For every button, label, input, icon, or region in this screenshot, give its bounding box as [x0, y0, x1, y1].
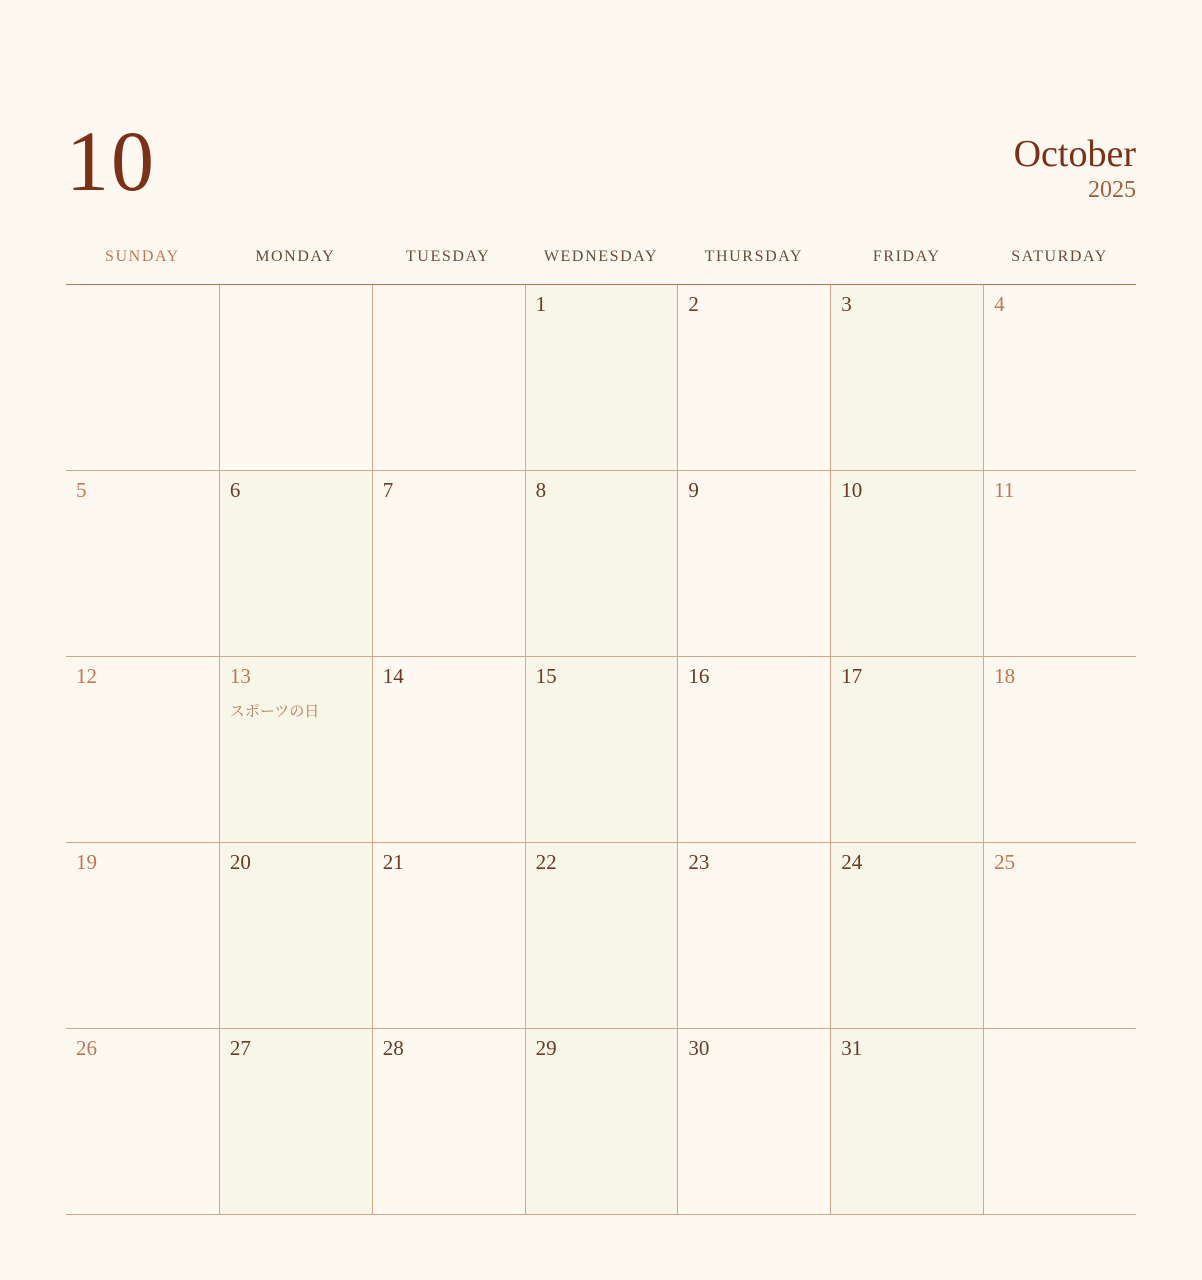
weekday-header-tuesday: TUESDAY	[405, 248, 491, 265]
day-number: 1	[535, 292, 547, 316]
calendar-day-cell[interactable]	[677, 285, 830, 470]
calendar-day-cell[interactable]	[219, 471, 372, 656]
day-number: 10	[841, 478, 863, 502]
day-number: 17	[841, 664, 863, 688]
day-number: 26	[76, 1036, 97, 1060]
day-number: 16	[688, 664, 710, 688]
calendar-day-cell[interactable]	[66, 1029, 219, 1214]
day-number: 27	[229, 1036, 251, 1060]
calendar-day-cell[interactable]	[525, 471, 678, 656]
weekday-header-row	[66, 240, 1136, 285]
day-number: 7	[382, 478, 394, 502]
month-name: October	[1013, 133, 1136, 175]
day-number: 13	[229, 664, 251, 688]
calendar-day-cell[interactable]	[830, 657, 983, 842]
day-number: 2	[688, 292, 699, 316]
day-number: 25	[994, 850, 1016, 874]
day-number: 8	[535, 478, 547, 502]
weekday-header-saturday: SATURDAY	[1011, 248, 1108, 265]
day-number: 14	[382, 664, 404, 688]
weekday-header-wednesday: WEDNESDAY	[543, 248, 659, 265]
month-number: 10	[66, 113, 156, 209]
year-label: 2025	[1088, 177, 1136, 203]
calendar-week-row	[66, 843, 1136, 1029]
calendar-day-cell[interactable]	[219, 1029, 372, 1214]
day-number: 3	[841, 292, 852, 316]
day-number: 30	[688, 1036, 710, 1060]
calendar-day-cell[interactable]	[66, 843, 219, 1028]
calendar-weeks	[66, 285, 1136, 1215]
calendar-day-cell[interactable]	[372, 657, 525, 842]
day-number: 5	[76, 478, 87, 502]
day-number: 24	[841, 850, 863, 874]
day-number: 15	[535, 664, 557, 688]
day-number: 11	[994, 478, 1015, 502]
calendar-day-cell[interactable]	[677, 657, 830, 842]
day-number: 9	[688, 478, 699, 502]
day-number: 31	[841, 1036, 863, 1060]
day-event-label: スポーツの日	[229, 703, 320, 720]
day-number: 28	[382, 1036, 404, 1060]
month-year-block	[1014, 134, 1136, 204]
calendar-week-row	[66, 1029, 1136, 1215]
calendar-empty-cell	[219, 285, 372, 470]
day-number: 12	[76, 664, 97, 688]
day-number: 6	[229, 478, 241, 502]
day-number: 4	[994, 292, 1005, 316]
calendar-day-cell[interactable]	[525, 1029, 678, 1214]
day-number: 22	[535, 850, 557, 874]
calendar-day-cell[interactable]	[525, 285, 678, 470]
calendar-day-cell[interactable]	[983, 285, 1136, 470]
calendar-day-cell[interactable]	[372, 1029, 525, 1214]
weekday-header-sunday: SUNDAY	[105, 248, 180, 265]
day-number: 18	[994, 664, 1016, 688]
calendar-day-cell[interactable]	[830, 1029, 983, 1214]
calendar-header	[66, 113, 1136, 228]
day-number: 19	[76, 850, 97, 874]
calendar-day-cell[interactable]	[830, 285, 983, 470]
day-number: 20	[229, 850, 251, 874]
calendar-grid	[66, 240, 1136, 1215]
calendar-day-cell[interactable]	[677, 843, 830, 1028]
calendar-week-row	[66, 471, 1136, 657]
calendar-day-cell[interactable]	[830, 471, 983, 656]
day-number: 23	[688, 850, 710, 874]
calendar-day-cell[interactable]	[983, 657, 1136, 842]
calendar-day-cell[interactable]	[830, 843, 983, 1028]
day-number: 29	[535, 1036, 557, 1060]
weekday-header-monday: MONDAY	[255, 248, 336, 265]
weekday-header-friday: FRIDAY	[872, 248, 941, 265]
calendar-day-cell[interactable]	[983, 471, 1136, 656]
calendar-day-cell[interactable]	[219, 843, 372, 1028]
calendar-day-cell[interactable]	[372, 843, 525, 1028]
calendar-day-cell[interactable]	[677, 1029, 830, 1214]
calendar-day-cell[interactable]	[983, 843, 1136, 1028]
calendar-day-cell[interactable]	[66, 657, 219, 842]
weekday-header-thursday: THURSDAY	[704, 248, 804, 265]
calendar-week-row	[66, 285, 1136, 471]
calendar-empty-cell	[983, 1029, 1136, 1214]
calendar-empty-cell	[66, 285, 219, 470]
calendar-day-cell[interactable]	[677, 471, 830, 656]
calendar-day-cell[interactable]	[525, 843, 678, 1028]
calendar-day-cell[interactable]	[372, 471, 525, 656]
calendar-day-cell[interactable]	[66, 471, 219, 656]
calendar-day-cell[interactable]	[219, 657, 372, 842]
calendar-day-cell[interactable]	[525, 657, 678, 842]
day-number: 21	[382, 850, 404, 874]
calendar-week-row	[66, 657, 1136, 843]
calendar-empty-cell	[372, 285, 525, 470]
